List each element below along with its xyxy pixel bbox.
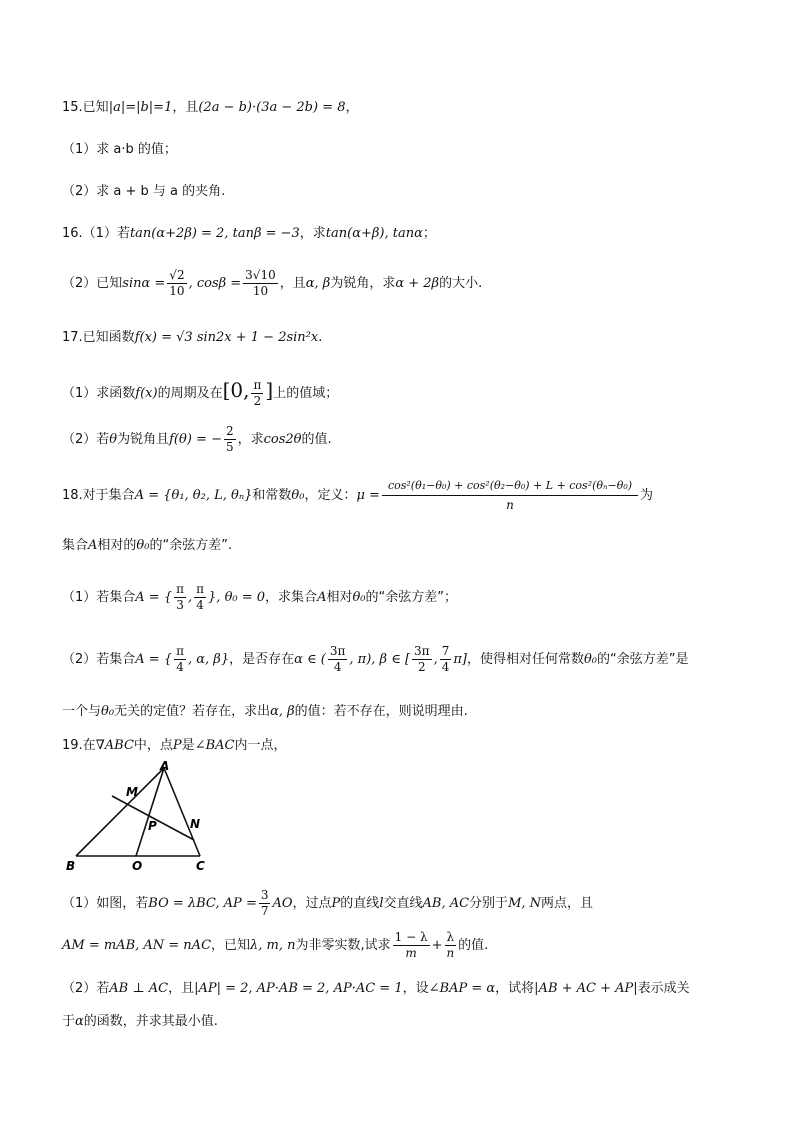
p19-q1-line2-mid2: 为非零实数,试求 [295, 938, 391, 953]
p16-q2-mid: ，且 [279, 276, 306, 291]
p18-q2-b-right: π] [453, 652, 467, 667]
p18-stem-line2 [62, 536, 232, 556]
p16-q1-target: tan(α+β), tanα [325, 226, 423, 241]
p19-stem-mid2: 是 [181, 738, 195, 753]
p17-interval-right: ] [265, 378, 274, 402]
p19-q1-line2 [62, 928, 488, 964]
p19-q1-line2-end: 的值. [458, 938, 489, 953]
p16-q1-math: tan(α+2β) = 2, tanβ = −3 [129, 226, 300, 241]
label-B: B [66, 859, 76, 873]
label-P: P [148, 819, 157, 833]
p17-q2-end: 的值. [301, 432, 332, 447]
p19-q1-mid: ，过点 [292, 896, 332, 911]
p19-q1-line2-math: AM = mAB, AN = nAC [62, 938, 212, 953]
p18-mu: μ = [356, 488, 380, 503]
p18-q1-mid2: 相对 [326, 590, 353, 605]
p18-q2-a-fraction [328, 644, 348, 675]
p18-q2-a-num: 3π [329, 644, 346, 658]
p15-equation: (2a − b)·(3a − 2b) = 8 [198, 100, 346, 115]
p17-q2-denominator: 5 [225, 440, 234, 454]
p16-q2-sin: sinα = [122, 276, 166, 291]
p18-q1-pi3-den: 3 [176, 598, 184, 612]
p15-condition: |a|=|b|=1 [108, 100, 173, 115]
p18-q2-set-left: A = { [135, 652, 173, 667]
p18-theta0: θ₀ [291, 488, 305, 503]
p18-q2-b1-den: 2 [417, 660, 426, 674]
p17-pi-over-2 [251, 378, 263, 409]
p18-set: A = {θ₁, θ₂, L, θₙ} [134, 488, 253, 503]
p17-stem-prefix: 17.已知函数 [62, 330, 135, 345]
p17-q1-prefix: （1）求函数 [62, 386, 136, 401]
p18-line2-A: A [88, 538, 98, 553]
p18-q2-line2-mid: 无关的定值？若存在，求出 [114, 704, 271, 719]
p18-q2-pi4-num: π [176, 644, 184, 658]
p16-q2-mid2: 为锐角，求 [330, 276, 396, 291]
p19-q1-prefix: （1）如图，若 [62, 896, 149, 911]
p18-stem [62, 476, 653, 516]
p17-two: 2 [253, 394, 262, 408]
p16-q1-prefix: 16.（1）若 [62, 226, 130, 241]
p18-q2-pi-over-4 [174, 644, 186, 675]
p16-q2-expr: α + 2β [395, 276, 440, 291]
p17-q2-mid2: ，求 [237, 432, 264, 447]
p17-q1 [62, 372, 338, 412]
p18-q2-b2-den: 4 [441, 660, 450, 674]
p18-q1-pi4-den: 4 [196, 598, 204, 612]
p16-sin-numerator: √2 [169, 268, 185, 282]
p19-stem-mid: 中，点 [133, 738, 173, 753]
p18-q2-set-right: , α, β} [188, 652, 230, 667]
label-M: M [126, 785, 138, 799]
p17-q2-theta: θ [109, 432, 118, 447]
p17-q2-ftheta: f(θ) = − [169, 432, 222, 447]
p17-q1-fx: f(x) [135, 386, 158, 401]
p19-q1-frac2-num: λ [446, 930, 455, 944]
p19-q2-line2 [62, 1012, 218, 1032]
p18-q1-set-right: }, θ₀ = 0 [208, 590, 266, 605]
p18-mu-numerator: cos²(θ₁−θ₀) + cos²(θ₂−θ₀) + L + cos²(θₙ−θ₀) [382, 477, 638, 496]
p19-q1-frac1-den: m [405, 946, 417, 960]
p18-q2-line2-ab: α, β [270, 704, 295, 719]
p19-q1-plus: + [431, 938, 443, 953]
p17-q1-mid: 的周期及在 [157, 386, 223, 401]
p16-q1-mid: ，求 [299, 226, 326, 241]
p19-q1-mid2: 的直线 [340, 896, 380, 911]
p19-point-P: P [172, 738, 182, 753]
p17-q2-expr: cos2θ [263, 432, 302, 447]
p18-q1-prefix: （1）若集合 [62, 590, 136, 605]
p19-q1-frac2 [445, 930, 457, 961]
p19-q2-perp: AB ⊥ AC [109, 981, 169, 996]
p16-q2-prefix: （2）已知 [62, 276, 123, 291]
p16-sin-denominator: 10 [169, 284, 185, 298]
p18-q2-a-right: , π), β ∈ [ [349, 652, 411, 667]
p18-line2-mid: 相对的 [97, 538, 137, 553]
p19-q1-l: l [379, 896, 384, 911]
p19-q1-P: P [331, 896, 341, 911]
p19-q1-frac2-den: n [446, 946, 455, 960]
p18-stem-prefix: 18.对于集合 [62, 488, 135, 503]
p18-stem-mid: 和常数 [252, 488, 292, 503]
p17-function: f(x) = √3 sin2x + 1 − 2sin²x [134, 330, 319, 345]
triangle-figure [62, 760, 222, 876]
p19-q2-mid3: ，试将 [495, 981, 535, 996]
p16-q1-end: ； [422, 226, 436, 241]
p18-q2-line2-prefix: 一个与 [62, 704, 102, 719]
p19-q2-mid: ，且 [168, 981, 195, 996]
p19-q2 [62, 976, 690, 1002]
p17-stem-end: . [318, 330, 323, 345]
p18-q2-prefix: （2）若集合 [62, 652, 136, 667]
p16-q1 [62, 224, 436, 244]
p18-q1-theta0: θ₀ [352, 590, 366, 605]
p18-q2-end: 的“余弦方差”是 [597, 652, 689, 667]
p18-q1-pi-over-4 [194, 582, 206, 613]
label-O: O [132, 859, 143, 873]
side-AC [164, 768, 200, 856]
p16-q2-end: 的大小. [439, 276, 483, 291]
p15-stem-mid: ，且 [172, 100, 199, 115]
p18-q1-pi-over-3 [174, 582, 186, 613]
p16-cos-numerator: 3√10 [245, 268, 276, 282]
p18-q1-A: A [317, 590, 327, 605]
p18-q2-a-den: 4 [333, 660, 342, 674]
p19-q2-abs: |AB + AC + AP| [534, 981, 638, 996]
p18-q2-mid: ，是否存在 [229, 652, 295, 667]
p18-stem-mid2: ，定义： [304, 488, 357, 503]
p18-q2-b1-fraction [412, 644, 432, 675]
p18-line2-theta0: θ₀ [136, 538, 150, 553]
p18-q1-end: 的“余弦方差”； [365, 590, 457, 605]
p19-q2-end: 表示成关 [637, 981, 690, 996]
p18-q2-alpha-in: α ∈ ( [294, 652, 326, 667]
p19-q1-line2-mid: ，已知 [211, 938, 251, 953]
p18-q1-set-left: A = { [135, 590, 173, 605]
p17-stem [62, 328, 322, 348]
p18-mu-denominator: n [506, 498, 514, 512]
p19-q1-den: 7 [260, 904, 269, 918]
p19-q2-line2-alpha: α [75, 1014, 84, 1029]
p16-q2 [62, 266, 482, 302]
p18-mu-fraction [382, 477, 638, 514]
p19-q1-mn: M, N [508, 896, 542, 911]
p19-q1-ab-ac: AB, AC [422, 896, 470, 911]
p18-q1-pi3-num: π [176, 582, 184, 596]
p19-q2-math: |AP| = 2, AP·AB = 2, AP·AC = 1 [194, 981, 403, 996]
label-A: A [160, 760, 170, 773]
p15-stem-prefix: 15.已知 [62, 100, 109, 115]
p18-q2-line2-theta0: θ₀ [101, 704, 115, 719]
p17-interval-left: [0, [222, 378, 250, 402]
p19-q2-line2-end: 的函数，并求其最小值. [83, 1014, 218, 1029]
label-N: N [190, 817, 201, 831]
p17-q2-mid: 为锐角且 [117, 432, 170, 447]
p18-q2-mid2: ，使得相对任何常数 [466, 652, 584, 667]
p18-q2-line2 [62, 702, 468, 722]
p19-stem [62, 736, 286, 756]
p19-q1-fraction [259, 888, 271, 919]
p18-q2-b2-num: 7 [441, 644, 450, 658]
p16-cos-denominator: 10 [252, 284, 269, 298]
p17-q2 [62, 422, 332, 458]
p15-q2: （2）求 a + b 与 a 的夹角. [62, 184, 226, 199]
p19-stem-end: 内一点， [234, 738, 287, 753]
p19-q1-num: 3 [260, 888, 269, 902]
p19-q1-end: 两点，且 [541, 896, 594, 911]
p19-q2-angle: ∠BAP = α [428, 981, 496, 996]
p18-q2-b-comma: , [433, 652, 438, 667]
p18-q2-b2-fraction [440, 644, 452, 675]
p16-q2-cos: , cosβ = [188, 276, 242, 291]
p18-line2-prefix: 集合 [62, 538, 89, 553]
p16-q2-ab: α, β [305, 276, 331, 291]
p19-angle: ∠BAC [194, 738, 235, 753]
p19-triangle: ∇ABC [95, 738, 134, 753]
p17-two-fifths [224, 424, 236, 455]
p19-q2-line2-prefix: 于 [62, 1014, 76, 1029]
p16-cos-fraction [243, 268, 278, 299]
p19-q2-prefix: （2）若 [62, 981, 110, 996]
p19-q1 [62, 888, 593, 919]
p19-stem-prefix: 19.在 [62, 738, 96, 753]
p19-q1-line2-vars: λ, m, n [250, 938, 296, 953]
p18-stem-end: 为 [640, 488, 654, 503]
p18-q2-line2-end: 的值：若不存在，则说明理由. [294, 704, 468, 719]
p19-q1-frac1-num: 1 − λ [394, 930, 428, 944]
p17-pi: π [253, 378, 262, 392]
p17-q2-numerator: 2 [225, 424, 234, 438]
p19-q2-mid2: ，设 [402, 981, 429, 996]
label-C: C [196, 859, 205, 873]
p18-line2-end: 的“余弦方差”. [149, 538, 233, 553]
p19-q1-frac1 [393, 930, 430, 961]
p18-q2-pi4-den: 4 [176, 660, 184, 674]
p17-q1-end: 上的值域； [273, 386, 339, 401]
p18-q1: （1）若集合A = { $\frac{\pi}{3}$ , $\frac{\pi}{4}$ }, θ₀ = 0，求集合A相对θ₀的“余弦方差”； [62, 582, 457, 612]
p19-q1-ao: AO [272, 896, 293, 911]
p16-sin-fraction [167, 268, 186, 299]
p15-stem [62, 98, 359, 118]
p19-q1-mid3: 交直线 [383, 896, 423, 911]
p15-stem-end: ， [345, 100, 359, 115]
p15-q1: （1）求 a·b 的值； [62, 142, 177, 157]
p19-q1-math: BO = λBC, AP = [148, 896, 257, 911]
p18-q2-b1-num: 3π [414, 644, 430, 658]
p17-q2-prefix: （2）若 [62, 432, 110, 447]
p18-q1-mid: ，求集合 [265, 590, 318, 605]
p18-q1-pi4-num: π [196, 582, 205, 596]
p18-q2 [62, 640, 689, 680]
p18-q2-theta0: θ₀ [583, 652, 598, 667]
p19-q1-mid4: 分别于 [469, 896, 509, 911]
